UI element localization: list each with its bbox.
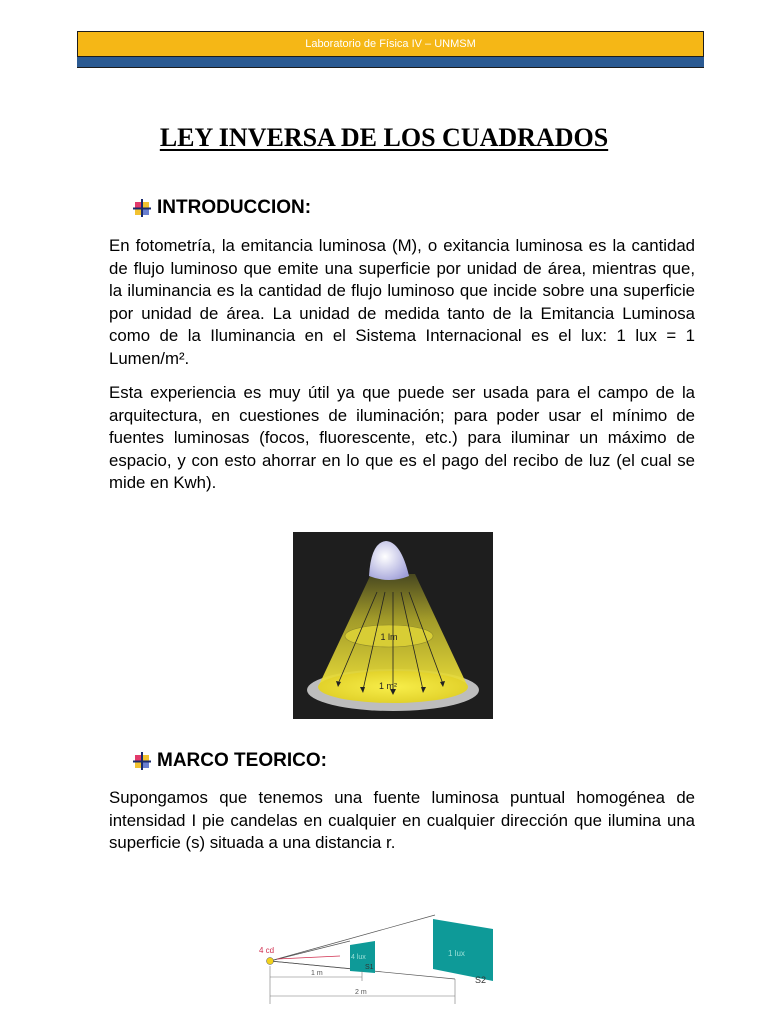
header-stripe bbox=[77, 57, 704, 68]
cross-bullet-icon bbox=[132, 198, 152, 218]
light-cone-figure bbox=[293, 532, 493, 719]
far-label: 1 lux bbox=[448, 949, 465, 958]
paragraph-intro-2: Esta experiencia es muy útil ya que puede ser usada para el campo de la arquitectura, en cuestiones de iluminación; para poder usar el mínimo de fuentes luminosas (focos, fluorescente, etc.) para iluminar un máximo de espacio, y con esto ahorrar en lo que es el pago del recibo de luz (el cual se mide en Kwh). bbox=[109, 383, 695, 493]
section-heading-marco bbox=[132, 749, 327, 773]
section-heading-text: INTRODUCCION: bbox=[157, 197, 312, 218]
page-header bbox=[77, 31, 704, 67]
s1-label: S1 bbox=[365, 964, 374, 971]
inverse-square-figure bbox=[255, 911, 505, 1004]
section-heading-intro bbox=[132, 196, 311, 220]
near-label: 4 lux bbox=[351, 954, 366, 961]
page-title: LEY INVERSA DE LOS CUADRADOS bbox=[159, 123, 609, 152]
header-title: Laboratorio de Física IV – UNMSM bbox=[77, 31, 704, 57]
s2-label: S2 bbox=[475, 975, 487, 985]
label-1lm: 1 lm bbox=[380, 632, 398, 642]
paragraph-marco-1: Supongamos que tenemos una fuente luminosa puntual homogénea de intensidad I pie candelas en cualquier en cualquier dirección que ilumina una superficie (s) situada a una distancia r. bbox=[109, 788, 695, 853]
dist2-label: 2 m bbox=[355, 989, 367, 996]
section-heading-text: MARCO TEORICO: bbox=[157, 750, 327, 771]
source-point bbox=[267, 958, 274, 965]
source-label: 4 cd bbox=[259, 946, 275, 955]
paragraph-intro-1: En fotometría, la emitancia luminosa (M), o exitancia luminosa es la cantidad de flujo luminoso que emite una superficie por unidad de área, mientras que, la iluminancia es la cantidad de flujo luminoso que incide sobre una superficie por unidad de área. La unidad de medida tanto de la Emitancia Luminosa como de la Iluminancia en el Sistema Internacional es el lux: 1 lux = 1 Lumen/m². bbox=[109, 236, 695, 368]
label-1m2: 1 m² bbox=[379, 681, 397, 691]
cross-bullet-icon bbox=[132, 751, 152, 771]
dist1-label: 1 m bbox=[311, 970, 323, 977]
